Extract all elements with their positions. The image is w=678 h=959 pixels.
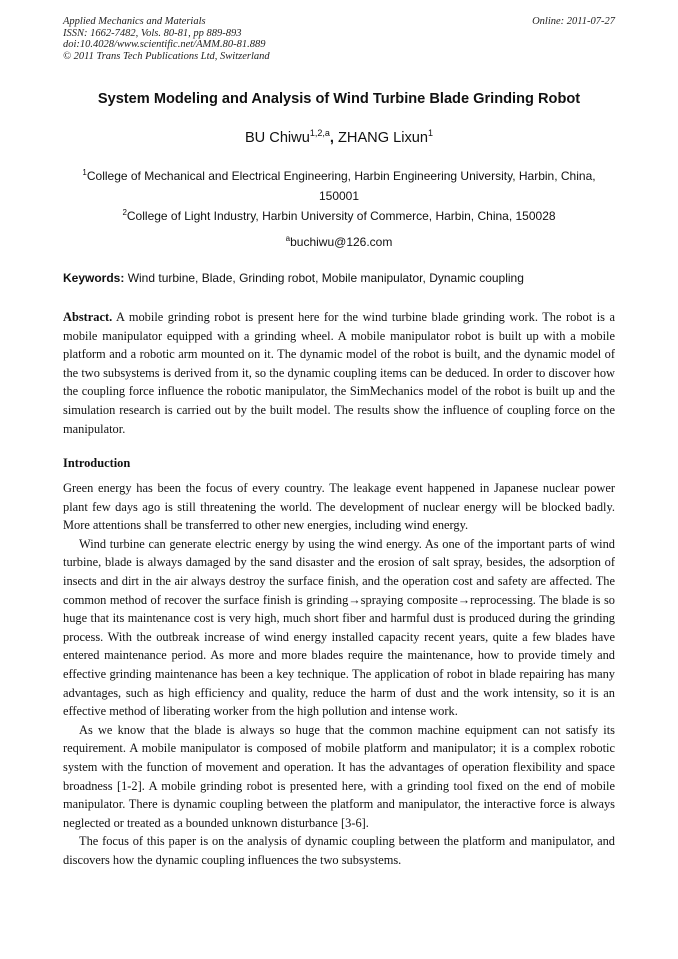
intro-paragraph-1: Green energy has been the focus of every country. The leakage event happened in Japanese nuclear power plant few days ago is still threatening the world. The development of nuclear energy will be blocked badly. More attentions shall be transferred to other new energies, including wind energy. xyxy=(63,481,615,533)
author-separator: , xyxy=(329,130,338,146)
intro-paragraph-3: As we know that the blade is always so huge that the common machine equipment can not satisfy its requirement. A mobile manipulator is composed of mobile platform and manipulator; it is a complex robotic system with the function of movement and operation. It has the advantages of operation flexibility and space broadness [1-2]. A mobile grinding robot is presented here, with a grinding tool fixed on the end of mobile manipulator. There is dynamic coupling between the platform and manipulator, the interactive force is always neglected or treated as a bounded unknown disturbance [3-6]. xyxy=(63,722,615,830)
online-date: Online: 2011-07-27 xyxy=(532,16,615,27)
abstract-text: A mobile grinding robot is present here for the wind turbine blade grinding work. The robot is a mobile manipulator equipped with a grinding wheel. A mobile manipulator robot is built up with a mobile platform and a robotic arm mounted on it. The dynamic model of the robot is built, and the dynamic model of the two subsystems is derived from it, so the dynamic coupling items can be deduced. In order to discover how the coupling force influence the robotic manipulator, the SimMechanics model of the robot is built up and the simulation research is carried out by the built model. The results show the influence of coupling force on the manipulator. xyxy=(63,310,615,436)
author-2-name: ZHANG Lixun xyxy=(337,130,429,146)
keywords-label: Keywords: xyxy=(63,271,125,285)
introduction-body xyxy=(63,479,615,869)
email-sup: a xyxy=(285,234,291,243)
intro-paragraph-4: The focus of this paper is on the analysis of dynamic coupling between the platform and manipulator, and discovers how the dynamic coupling influences the two subsystems. xyxy=(63,834,615,867)
author-email xyxy=(63,232,615,252)
author-1-name: BU Chiwu xyxy=(244,130,310,146)
affiliation-2-sup: 2 xyxy=(122,208,127,217)
journal-issn: ISSN: 1662-7482, Vols. 80-81, pp 889-893 xyxy=(63,27,242,39)
abstract-label: Abstract. xyxy=(63,310,113,324)
paper-title: System Modeling and Analysis of Wind Turbine Blade Grinding Robot xyxy=(97,91,581,107)
author-line xyxy=(40,130,638,146)
keywords xyxy=(63,271,524,285)
affiliation-2 xyxy=(63,206,615,226)
introduction-heading: Introduction xyxy=(63,456,131,470)
journal-header xyxy=(63,16,270,62)
affiliation-1 xyxy=(63,166,615,206)
email-text: buchiwu@126.com xyxy=(290,235,393,249)
keywords-text: Wind turbine, Blade, Grinding robot, Mobile manipulator, Dynamic coupling xyxy=(124,271,524,285)
journal-doi: doi:10.4028/www.scientific.net/AMM.80-81.889 xyxy=(63,39,266,51)
abstract xyxy=(63,308,615,438)
journal-copyright: © 2011 Trans Tech Publications Ltd, Switzerland xyxy=(63,50,270,62)
author-2-sup: 1 xyxy=(428,128,434,138)
affiliation-1-sup: 1 xyxy=(82,168,87,177)
affiliation-1-text: College of Mechanical and Electrical Engineering, Harbin Engineering University, Harbin, China, 150001 xyxy=(86,169,596,203)
affiliation-2-text: College of Light Industry, Harbin University of Commerce, Harbin, China, 150028 xyxy=(126,209,556,223)
journal-name: Applied Mechanics and Materials xyxy=(63,16,206,27)
intro-paragraph-2: Wind turbine can generate electric energy by using the wind energy. As one of the important parts of wind turbine, blade is always damaged by the sand disaster and the erosion of salt spray, besides, the adsorption of insects and dirt in the air always destroy the surface finish, and the operation cost and safety are affected. The common method of recover the surface finish is grinding→spraying composite→reprocessing. The blade is so huge that its maintenance cost is very high, much short fiber and harmful dust is produced during the grinding process. With the outbreak increase of wind energy installed capacity recent years, quite a few blades have entered maintenance period. As more and more blades require the maintenance, how to provide timely and effective grinding maintenance has been a key technique. The application of robot in blade repairing has many advantages, such as high efficiency and quality, reduce the harm of dust and the work intensity, so it is an effective method of liberating worker from the high pollution and intense work. xyxy=(63,536,615,719)
author-1-sup: 1,2,a xyxy=(309,128,330,138)
